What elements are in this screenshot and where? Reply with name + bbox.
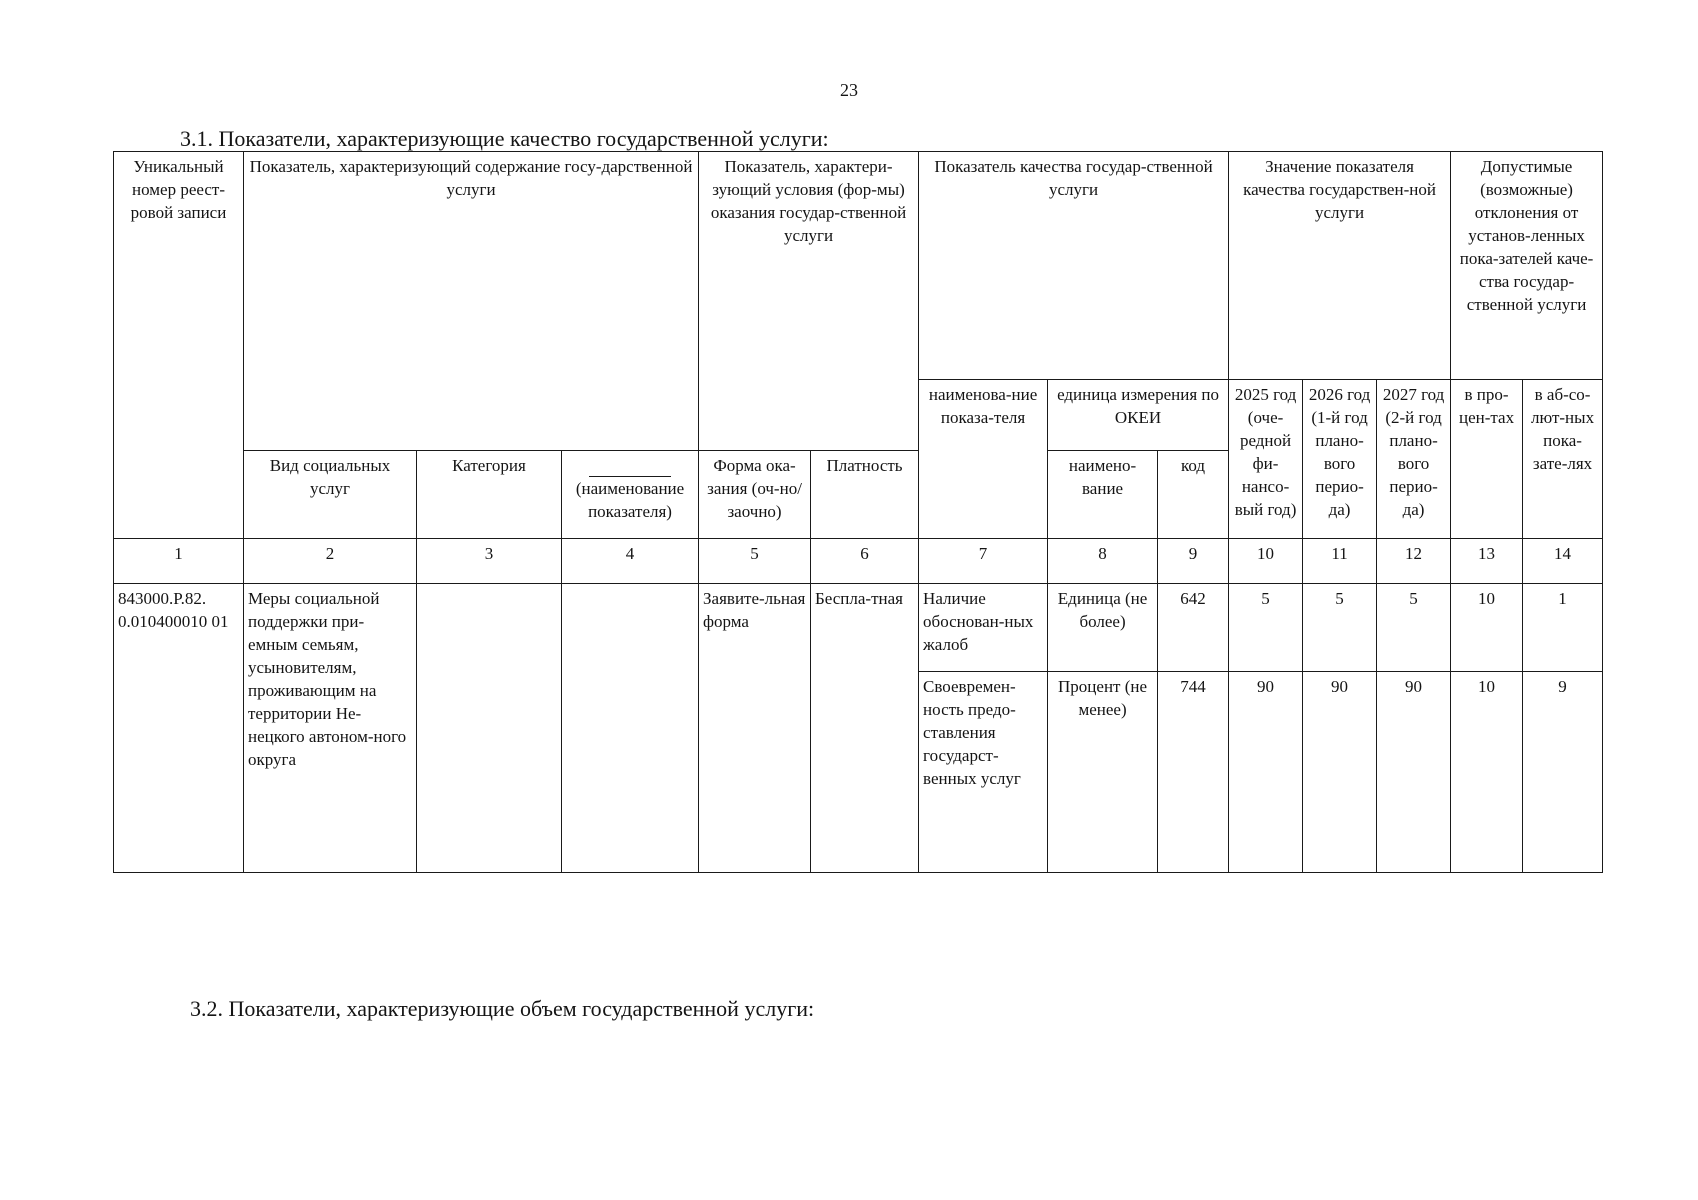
deviation-absolute-cell: 9 [1523, 672, 1603, 873]
header-blank-indicator [562, 451, 699, 539]
column-number: 6 [811, 539, 919, 584]
unit-name-cell: Процент (не менее) [1048, 672, 1158, 873]
column-number: 14 [1523, 539, 1603, 584]
header-category: Категория [417, 451, 562, 539]
record-service-type: Меры социальной поддержки при-емным семьям, усыновителям, проживающим на территории Не-нецкого автоном-ного округа [244, 584, 417, 873]
header-unit-name: наимено-вание [1048, 451, 1158, 539]
header-conditions-indicator: Показатель, характери-зующий условия (фор-мы) оказания государ-ственной услуги [699, 152, 919, 451]
quality-indicators-table [113, 151, 1603, 873]
header-year-2027: 2027 год (2-й год плано-вого перио-да) [1377, 380, 1451, 539]
record-payment: Беспла-тная [811, 584, 919, 873]
column-number: 13 [1451, 539, 1523, 584]
header-form-of-provision: Форма ока-зания (оч-но/заочно) [699, 451, 811, 539]
column-number: 12 [1377, 539, 1451, 584]
record-blank-indicator [562, 584, 699, 873]
value-2027-cell: 5 [1377, 584, 1451, 672]
deviation-percent-cell: 10 [1451, 672, 1523, 873]
header-content-indicator: Показатель, характеризующий содержание госу-дарственной услуги [244, 152, 699, 451]
column-number: 7 [919, 539, 1048, 584]
column-number: 11 [1303, 539, 1377, 584]
value-2027-cell: 90 [1377, 672, 1451, 873]
column-number: 2 [244, 539, 417, 584]
section-3-2-title: 3.2. Показатели, характеризующие объем государственной услуги: [190, 996, 815, 1021]
indicator-name-cell: Наличие обоснован-ных жалоб [919, 584, 1048, 672]
header-allowed-deviation: Допустимые (возможные) отклонения от установ-ленных пока-зателей каче-ства государ-ственной услуги [1451, 152, 1603, 380]
column-number: 9 [1158, 539, 1229, 584]
column-number: 8 [1048, 539, 1158, 584]
column-number: 5 [699, 539, 811, 584]
blank-line [589, 454, 671, 477]
header-quality-value: Значение показателя качества государствен-ной услуги [1229, 152, 1451, 380]
record-category [417, 584, 562, 873]
header-blank-indicator-label: (наименование показателя) [575, 479, 685, 521]
column-number: 10 [1229, 539, 1303, 584]
column-number: 1 [114, 539, 244, 584]
unit-name-cell: Единица (не более) [1048, 584, 1158, 672]
header-unit-okei: единица измерения по ОКЕИ [1048, 380, 1229, 451]
header-quality-indicator: Показатель качества государ-ственной услуги [919, 152, 1229, 380]
header-payment: Платность [811, 451, 919, 539]
header-year-2025: 2025 год (оче-редной фи-нансо-вый год) [1229, 380, 1303, 539]
header-in-absolute: в аб-со-лют-ных пока-зате-лях [1523, 380, 1603, 539]
page-number: 23 [840, 80, 858, 100]
section-3-1-title: 3.1. Показатели, характеризующие качество государственной услуги: [180, 126, 829, 151]
header-service-type: Вид социальных услуг [244, 451, 417, 539]
record-form: Заявите-льная форма [699, 584, 811, 873]
header-in-percent: в про-цен-тах [1451, 380, 1523, 539]
table-row [114, 584, 1603, 672]
unit-code-cell: 744 [1158, 672, 1229, 873]
value-2026-cell: 5 [1303, 584, 1377, 672]
header-indicator-name: наименова-ние показа-теля [919, 380, 1048, 539]
column-number-row [114, 539, 1603, 584]
deviation-percent-cell: 10 [1451, 584, 1523, 672]
value-2026-cell: 90 [1303, 672, 1377, 873]
record-unique-number: 843000.Р.82. 0.010400010 01 [114, 584, 244, 873]
deviation-absolute-cell: 1 [1523, 584, 1603, 672]
header-unit-code: код [1158, 451, 1229, 539]
value-2025-cell: 5 [1229, 584, 1303, 672]
header-row-1 [114, 152, 1603, 380]
column-number: 4 [562, 539, 699, 584]
column-number: 3 [417, 539, 562, 584]
unit-code-cell: 642 [1158, 584, 1229, 672]
value-2025-cell: 90 [1229, 672, 1303, 873]
header-year-2026: 2026 год (1-й год плано-вого перио-да) [1303, 380, 1377, 539]
indicator-name-cell: Своевремен-ность предо-ставления государст-венных услуг [919, 672, 1048, 873]
header-unique-number: Уникальный номер реест-ровой записи [114, 152, 244, 539]
